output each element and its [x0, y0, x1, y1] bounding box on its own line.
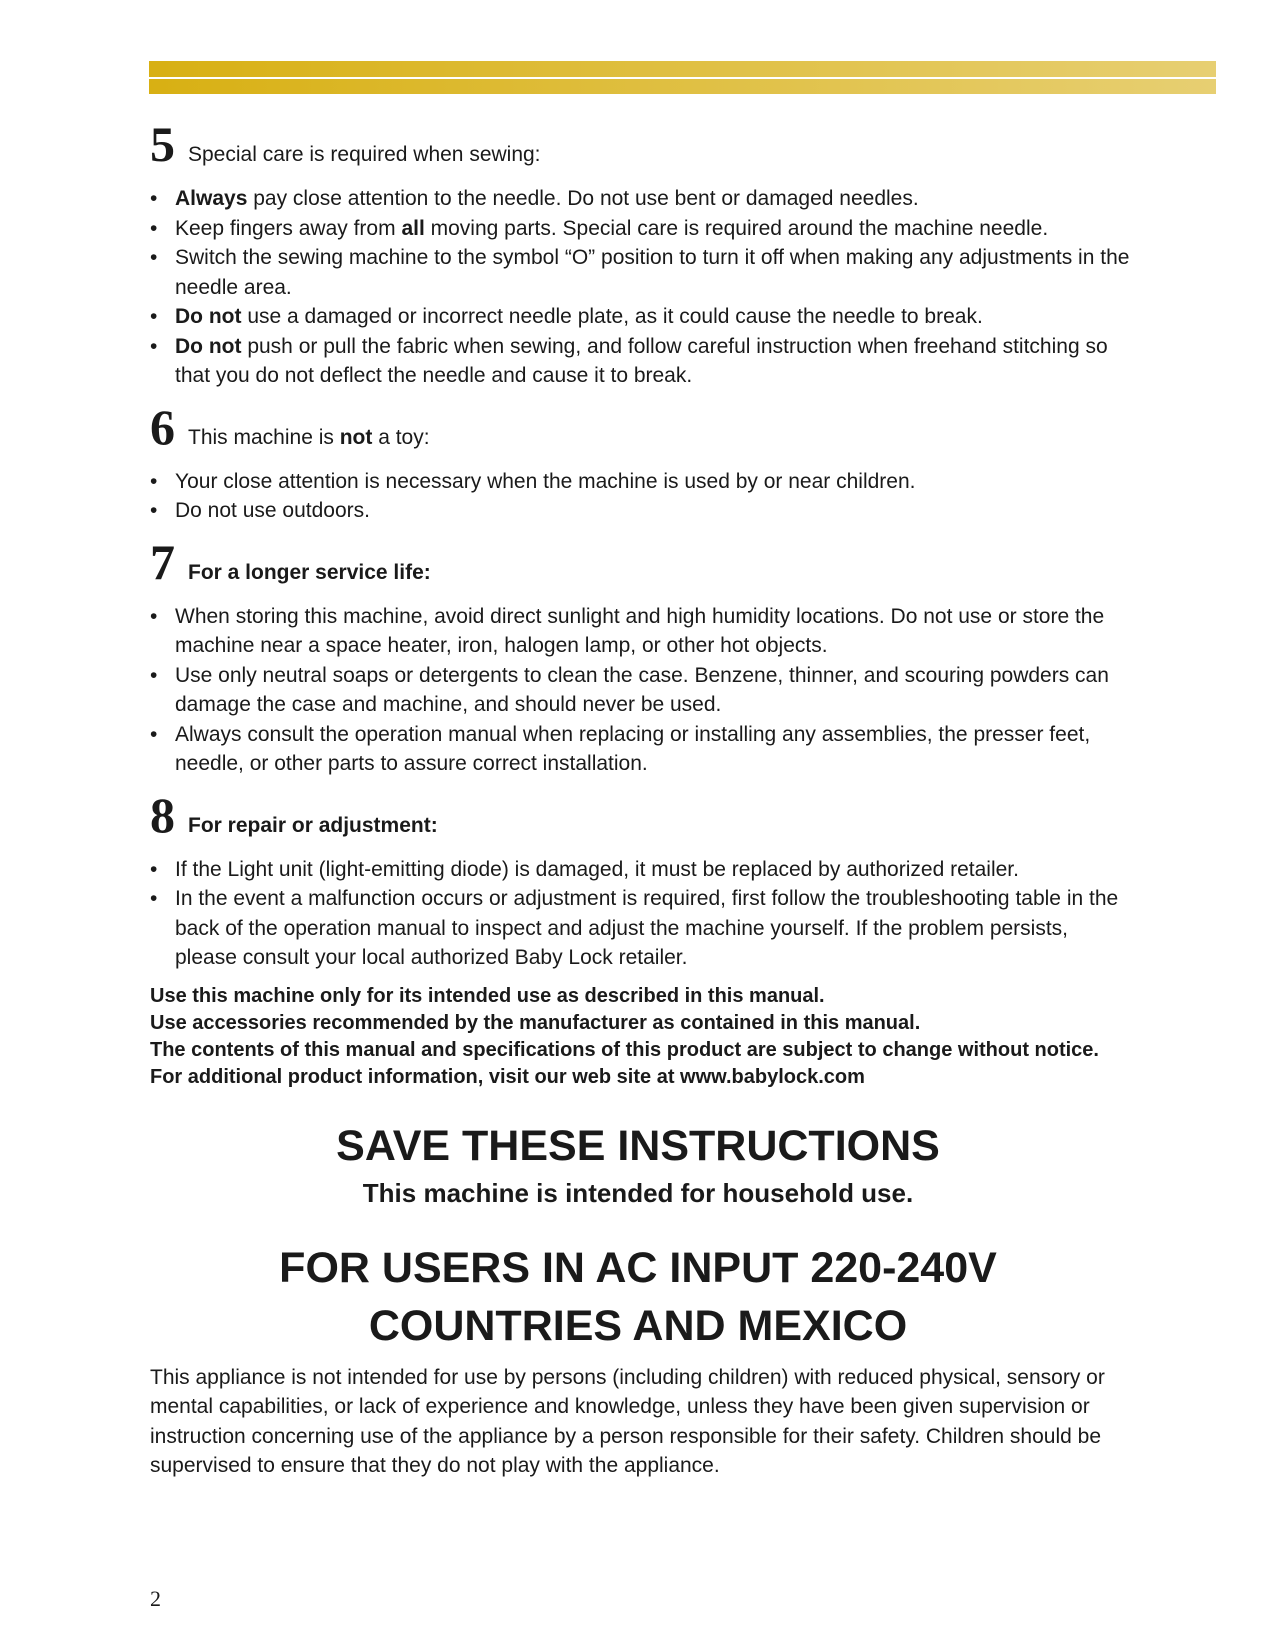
- section-heading: [150, 786, 1130, 843]
- notice-line: Use this machine only for its intended use as described in this manual.: [150, 984, 825, 1007]
- notice-line: Use accessories recommended by the manufacturer as contained in this manual.: [150, 1011, 921, 1034]
- list-item: [150, 661, 1130, 720]
- section-6: [150, 398, 1130, 526]
- page-number: 2: [150, 1586, 161, 1611]
- section-number: 7: [150, 533, 175, 590]
- header-rule-line: [149, 79, 1216, 94]
- header-rule-bar: [149, 61, 1216, 77]
- item-text: If the Light unit (light-emitting diode) is damaged, it must be replaced by authorized retailer.: [175, 857, 1019, 881]
- list-item: [150, 467, 1130, 497]
- appliance-safety-note: This appliance is not intended for use by persons (including children) with reduced physical, sensory or mental capabilities, or lack of experience and knowledge, unless they have been given supervision or instruction concerning use of the appliance by a person responsible for their safety. Children should be supervised to ensure that they do not play with the appliance.: [150, 1365, 1105, 1477]
- emphasis: Do not: [175, 334, 242, 358]
- section-title: For repair or adjustment:: [188, 813, 438, 837]
- list-item: [150, 855, 1130, 885]
- item-text: Always consult the operation manual when replacing or installing any assemblies, the presser feet, needle, or other parts to assure correct installation.: [175, 722, 1091, 775]
- list-item: [150, 214, 1130, 244]
- bullet-list: [150, 855, 1130, 973]
- section-number: 5: [150, 116, 175, 172]
- list-item: [150, 720, 1130, 779]
- household-use-subtitle: This machine is intended for household use.: [362, 1177, 914, 1208]
- users-ac-input-title: [150, 1239, 1126, 1355]
- emphasis: all: [401, 216, 425, 240]
- list-item: [150, 243, 1130, 302]
- bullet-list: [150, 184, 1130, 391]
- notice-line: The contents of this manual and specifications of this product are subject to change without notice.: [150, 1038, 1099, 1061]
- list-item: [150, 184, 1130, 214]
- list-item: [150, 332, 1130, 391]
- item-text: Use only neutral soaps or detergents to clean the case. Benzene, thinner, and scouring powders can damage the case and machine, and should never be used.: [175, 663, 1109, 716]
- emphasis: Always: [175, 187, 248, 210]
- item-text: Keep fingers away from: [175, 216, 402, 240]
- emphasis: not: [339, 425, 373, 449]
- notice-line: For additional product information, visit our web site at www.babylock.com: [150, 1065, 865, 1088]
- item-text: moving parts. Special care is required around the machine needle.: [424, 216, 1049, 240]
- page-content: [150, 118, 1130, 1481]
- item-text: use a damaged or incorrect needle plate, as it could cause the needle to break.: [241, 305, 983, 328]
- title-line: COUNTRIES AND MEXICO: [368, 1301, 908, 1350]
- section-number: 8: [150, 786, 175, 843]
- section-heading: [150, 533, 1130, 590]
- list-item: [150, 884, 1130, 973]
- item-text: Your close attention is necessary when the machine is used by or near children.: [175, 469, 916, 493]
- item-text: Switch the sewing machine to the symbol “O” position to turn it off when making any adjustments in the needle area.: [175, 246, 1130, 299]
- save-instructions-title: SAVE THESE INSTRUCTIONS: [336, 1121, 940, 1170]
- section-heading: [150, 398, 1130, 455]
- section-title: [188, 426, 430, 450]
- section-title: For a longer service life:: [188, 560, 431, 584]
- bullet-list: [150, 602, 1130, 779]
- title-text: This machine is: [188, 425, 340, 449]
- section-title: Special care is required when sewing:: [188, 143, 541, 166]
- section-7: [150, 533, 1130, 779]
- emphasis: Do not: [175, 305, 242, 328]
- item-text: When storing this machine, avoid direct sunlight and high humidity locations. Do not use or store the machine near a space heater, iron, halogen lamp, or other hot objects.: [175, 604, 1105, 657]
- item-text: push or pull the fabric when sewing, and follow careful instruction when freehand stitching so that you do not deflect the needle and cause it to break.: [175, 334, 1108, 387]
- list-item: [150, 302, 1130, 332]
- title-line: FOR USERS IN AC INPUT 220-240V: [279, 1243, 997, 1292]
- section-number: 6: [150, 398, 175, 455]
- bullet-list: [150, 467, 1130, 526]
- item-text: pay close attention to the needle. Do not use bent or damaged needles.: [247, 187, 919, 210]
- item-text: In the event a malfunction occurs or adjustment is required, first follow the troubleshooting table in the back of the operation manual to inspect and adjust the machine yourself. If the problem persists, please consult your local authorized Baby Lock retailer.: [175, 887, 1119, 969]
- usage-notices: [150, 983, 1130, 1091]
- item-text: Do not use outdoors.: [175, 499, 370, 522]
- list-item: [150, 602, 1130, 661]
- title-text: a toy:: [372, 425, 430, 449]
- section-5: [150, 118, 1130, 391]
- list-item: [150, 496, 1130, 526]
- section-8: [150, 786, 1130, 973]
- section-heading: [150, 118, 1130, 170]
